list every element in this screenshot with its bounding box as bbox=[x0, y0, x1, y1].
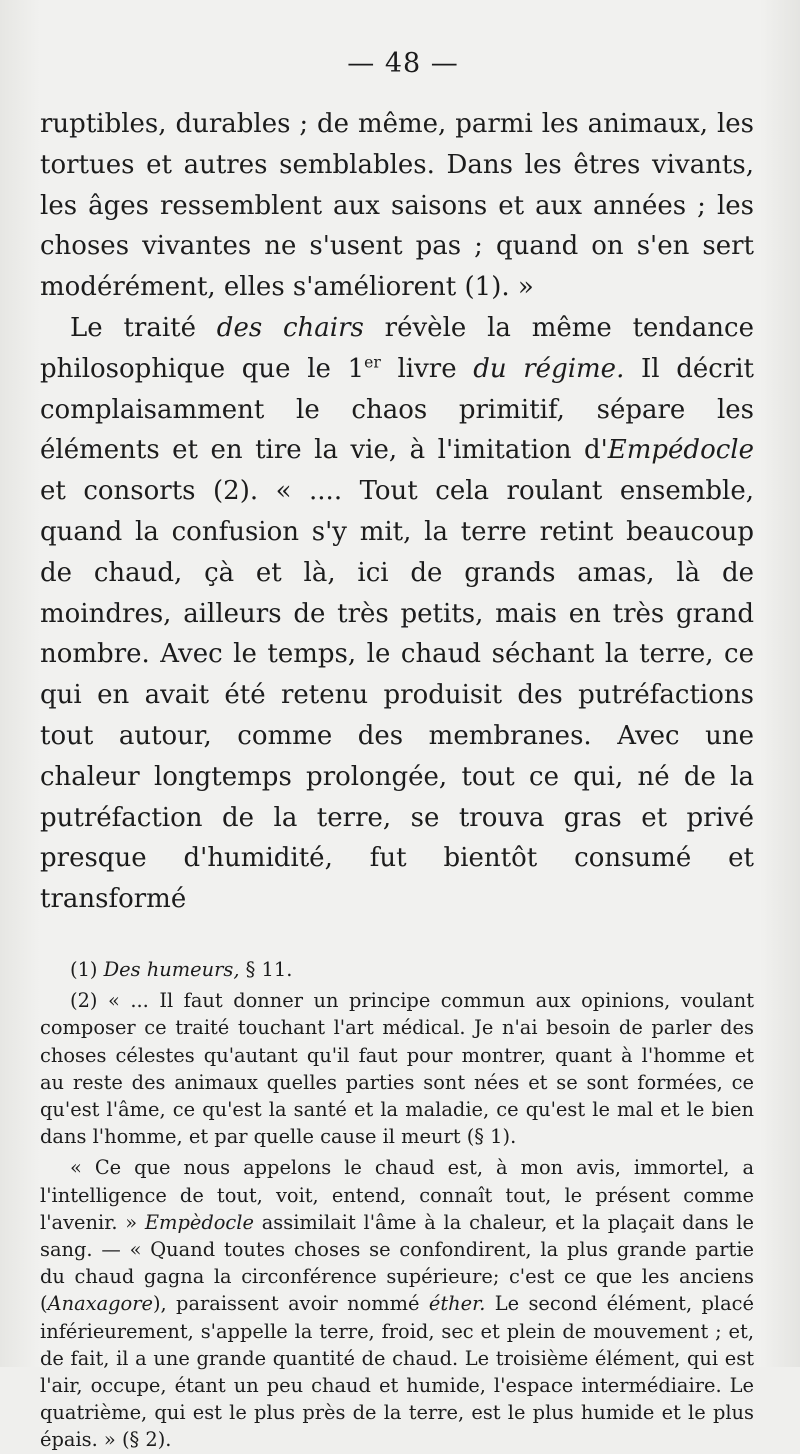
footnote-marker: (2) bbox=[70, 989, 98, 1013]
text-run: et consorts (2). « .... Tout cela roulant ensemble, quand la confusion s'y mit, la terre retint beaucoup de chaud, çà et là, ici de grands amas, là de moindres, ailleurs de très petits, mais en très grand nombre. Avec le temps, le chaud séchant la terre, ce qui en avait été retenu produisit des putréfactions tout autour, comme des membranes. Avec une chaleur longtemps prolongée, tout ce qui, né de la putréfaction de la terre, se trouva gras et privé presque d'humidité, fut bientôt consumé et transformé bbox=[40, 476, 754, 915]
footnote-2 bbox=[40, 987, 754, 1150]
italic-term: éther. bbox=[428, 1292, 486, 1316]
italic-title: du régime. bbox=[473, 353, 625, 384]
text-run: Le second élément, placé inférieurement, s'appelle la terre, froid, sec et plein de mouvement ; et, de fait, il a une grande quantité de chaud. Le troisième élément, qui est l'air, occupe, étant un peu chaud et humide, l'espace intermédiaire. Le quatrième, qui est le plus près de la terre, est le plus humide et le plus épais. » (§ 2). bbox=[40, 1292, 755, 1452]
footnote-1 bbox=[40, 956, 754, 983]
footnotes bbox=[40, 956, 754, 1454]
footnote-text: « ... Il faut donner un principe commun aux opinions, voulant composer ce traité touchant l'art médical. Je n'ai besoin de parler des choses célestes qu'autant qu'il faut pour montrer, quant à l'homme et au reste des animaux quelles parties sont nées et se sont formées, ce qu'est l'âme, ce qu'est la santé et la maladie, ce qu'est le mal et le bien dans l'homme, et par quelle cause il meurt (§ 1). bbox=[40, 989, 754, 1149]
text-run: « Ce que nous appelons le chaud est, à mon avis, immortel, a l'intelligence de tout, voit, entend, connaît tout, le présent comme l'avenir. » bbox=[40, 1156, 754, 1234]
ordinal-superscript: er bbox=[364, 353, 381, 372]
italic-name: Anaxagore bbox=[47, 1292, 153, 1316]
footnote-2-continued bbox=[40, 1154, 754, 1453]
italic-name: Empédocle bbox=[607, 435, 754, 466]
page-number: — 48 — bbox=[347, 48, 459, 79]
footnote-marker: (1) bbox=[70, 957, 98, 981]
section-reference: § 11. bbox=[239, 957, 293, 981]
italic-title: des chairs bbox=[216, 312, 364, 343]
text-run: livre bbox=[380, 353, 474, 384]
text-run: Il décrit complaisamment le chaos primitif, sépare les éléments et en tire la vie, à l'imitation d' bbox=[40, 353, 755, 466]
text-run: assimilait l'âme à la chaleur, et la plaçait dans le sang. — « Quand toutes choses se confondirent, la plus grande partie du chaud gagna la circonférence supérieure; c'est ce que les anciens ( bbox=[40, 1210, 754, 1316]
italic-name: Empèdocle bbox=[144, 1210, 254, 1234]
italic-title: Des humeurs, bbox=[103, 957, 240, 981]
ordinal-number: 1 bbox=[347, 353, 365, 384]
text-run: Le traité bbox=[70, 312, 217, 343]
text-run: ), paraissent avoir nommé bbox=[152, 1292, 429, 1316]
paragraph-1: ruptibles, durables ; de même, parmi les animaux, les tortues et autres semblables. Dans les êtres vivants, les âges ressemblent aux saisons et aux années ; les choses vivantes ne s'usent pas ; quand on s'en sert modérément, elles s'améliorent (1). » bbox=[40, 109, 754, 303]
main-text bbox=[40, 104, 754, 920]
text-run: révèle la même tendance philosophique que le bbox=[40, 312, 754, 384]
paragraph-2 bbox=[40, 308, 754, 920]
